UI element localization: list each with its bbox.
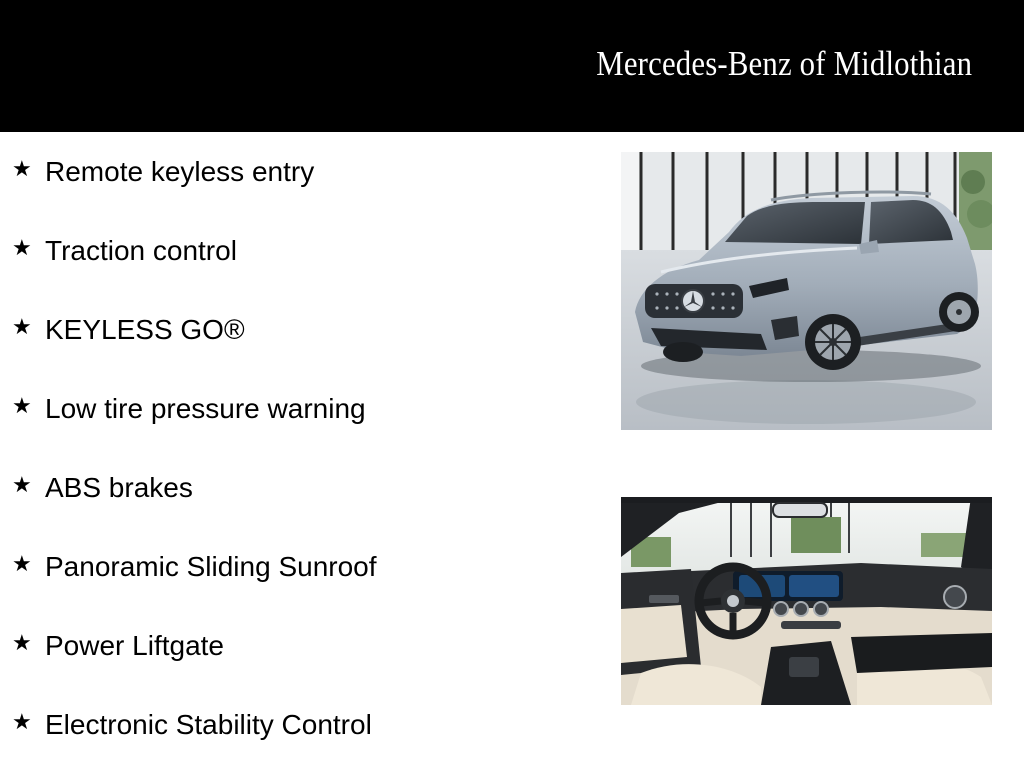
feature-item (12, 547, 377, 587)
star-icon: ★ (12, 156, 32, 181)
dealer-name: Mercedes-Benz of Midlothian (596, 44, 972, 83)
star-icon: ★ (12, 393, 32, 418)
feature-item (12, 310, 245, 350)
feature-label: Remote keyless entry (45, 156, 315, 187)
star-icon: ★ (12, 709, 32, 734)
feature-item (12, 626, 224, 666)
star-icon: ★ (12, 630, 32, 655)
feature-item (12, 705, 372, 745)
header-bar (0, 0, 1024, 132)
feature-list (0, 132, 600, 768)
star-icon: ★ (12, 235, 32, 260)
star-icon: ★ (12, 551, 32, 576)
feature-label: Panoramic Sliding Sunroof (45, 551, 377, 582)
feature-label: Traction control (45, 235, 237, 266)
feature-label: Low tire pressure warning (45, 393, 366, 424)
feature-label: KEYLESS GO® (45, 314, 245, 345)
feature-label: Power Liftgate (45, 630, 224, 661)
star-icon: ★ (12, 314, 32, 339)
feature-label: ABS brakes (45, 472, 193, 503)
feature-item (12, 231, 237, 271)
star-icon: ★ (12, 472, 32, 497)
feature-label: Electronic Stability Control (45, 709, 372, 740)
feature-item (12, 389, 366, 429)
feature-item (12, 152, 314, 192)
interior-photo (621, 497, 992, 705)
exterior-photo (621, 152, 992, 430)
feature-item (12, 468, 193, 508)
